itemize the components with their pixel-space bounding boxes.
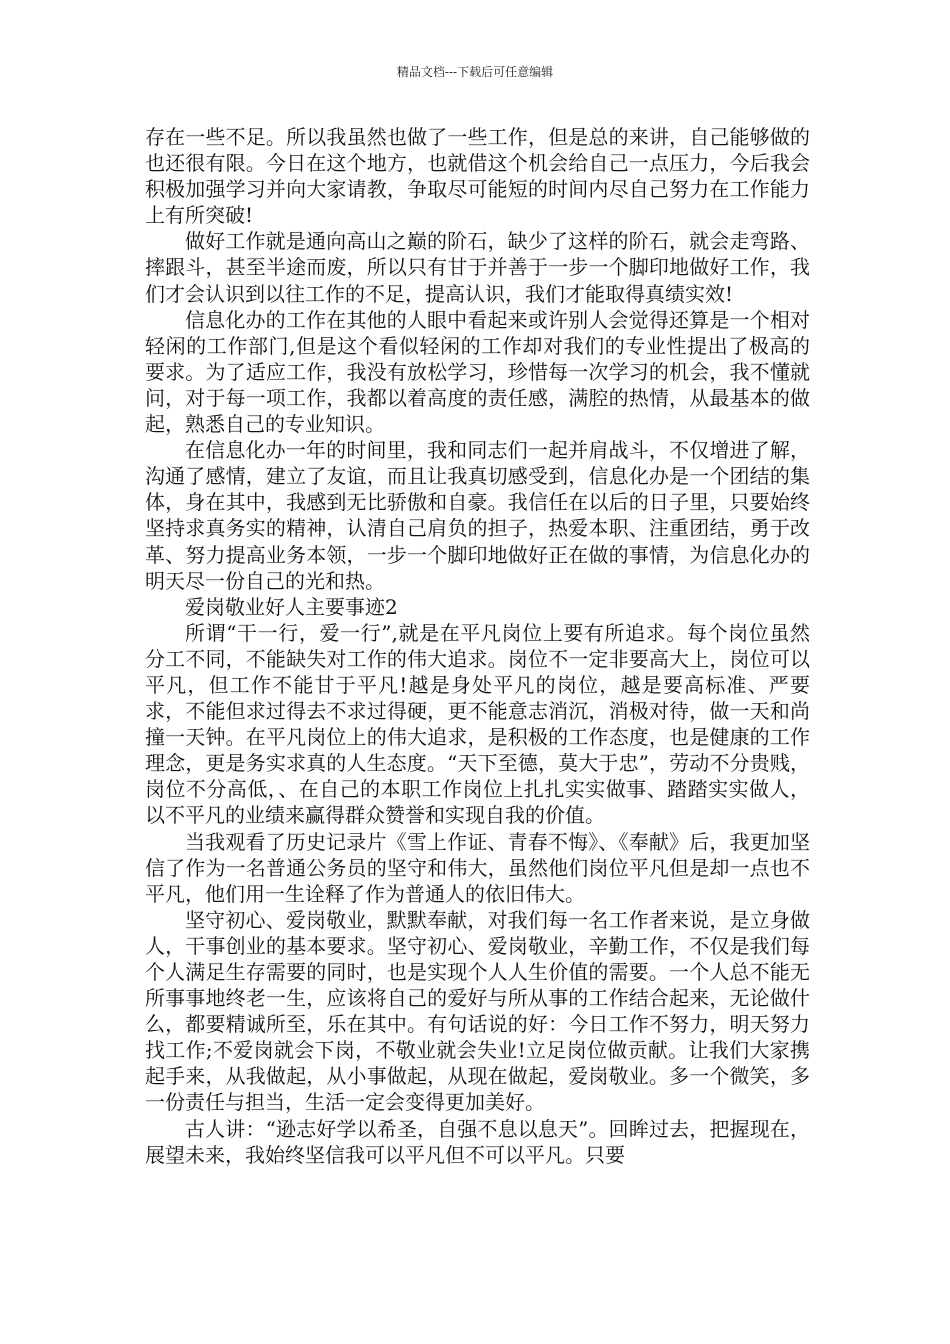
paragraph: 所谓“干一行，爱一行”,就是在平凡岗位上要有所追求。每个岗位虽然分工不同，不能缺失对工作的伟大追求。岗位不一定非要高大上，岗位可以平凡，但工作不能甘于平凡!越是身处平凡的岗位，越是要高标准、严要求，不能但求过得去不求过得硬，更不能意志消沉，消极对待，做一天和尚撞一天钟。在平凡岗位上的伟大追求，是积极的工作态度，也是健康的工作理念，更是务实求真的人生态度。“天下至德，莫大于忠”，劳动不分贵贱，岗位不分高低，、在自己的本职工作岗位上扎扎实实做事、踏踏实实做人，以不平凡的业绩来赢得群众赞誉和实现自我的价值。 bbox=[145, 620, 810, 828]
paragraph: 当我观看了历史记录片《雪上作证、青春不悔》、《奉献》后，我更加坚信了作为一名普通公务员的坚守和伟大，虽然他们岗位平凡但是却一点也不平凡，他们用一生诠释了作为普通人的依旧伟大。 bbox=[145, 829, 810, 906]
page-header: 精品文档---下载后可任意编辑 bbox=[396, 65, 554, 79]
paragraph-continuation: 存在一些不足。所以我虽然也做了一些工作，但是总的来讲，自己能够做的也还很有限。今日在这个地方，也就借这个机会给自己一点压力，今后我会积极加强学习并向大家请教，争取尽可能短的时间内尽自己努力在工作能力上有所突破! bbox=[145, 125, 810, 228]
paragraph: 坚守初心、爱岗敬业，默默奉献，对我们每一名工作者来说，是立身做人，干事创业的基本要求。坚守初心、爱岗敬业，辛勤工作，不仅是我们每个人满足生存需要的同时，也是实现个人人生价值的需要。一个人总不能无所事事地终老一生，应该将自己的爱好与所从事的工作结合起来，无论做什么，都要精诚所至，乐在其中。有句话说的好：今日工作不努力，明天努力找工作;不爱岗就会下岗，不敬业就会失业!立足岗位做贡献。让我们大家携起手来，从我做起，从小事做起，从现在做起，爱岗敬业。多一个微笑，多一份责任与担当，生活一定会变得更加美好。 bbox=[145, 907, 810, 1115]
paragraph: 在信息化办一年的时间里，我和同志们一起并肩战斗，不仅增进了解，沟通了感情，建立了友谊，而且让我真切感受到，信息化办是一个团结的集体，身在其中，我感到无比骄傲和自豪。我信任在以后的日子里，只要始终坚持求真务实的精神，认清自己肩负的担子，热爱本职、注重团结，勇于改革、努力提高业务本领，一步一个脚印地做好正在做的事情，为信息化办的明天尽一份自己的光和热。 bbox=[145, 438, 810, 593]
paragraph: 信息化办的工作在其他的人眼中看起来或许别人会觉得还算是一个相对轻闲的工作部门,但是这个看似轻闲的工作却对我们的专业性提出了极高的要求。为了适应工作，我没有放松学习，珍惜每一次学习的机会，我不懂就问，对于每一项工作，我都以着高度的责任感，满腔的热情，从最基本的做起，熟悉自己的专业知识。 bbox=[145, 307, 810, 437]
paragraph: 做好工作就是通向高山之巅的阶石，缺少了这样的阶石，就会走弯路、摔跟斗，甚至半途而废，所以只有甘于并善于一步一个脚印地做好工作，我们才会认识到以往工作的不足，提高认识，我们才能取得真绩实效! bbox=[145, 229, 810, 306]
section-heading: 爱岗敬业好人主要事迹2 bbox=[185, 594, 398, 619]
paragraph: 古人讲：“逊志好学以希圣，自强不息以息天”。回眸过去，把握现在，展望未来，我始终坚信我可以平凡但不可以平凡。只要 bbox=[145, 1116, 810, 1167]
document-body bbox=[145, 124, 810, 1168]
